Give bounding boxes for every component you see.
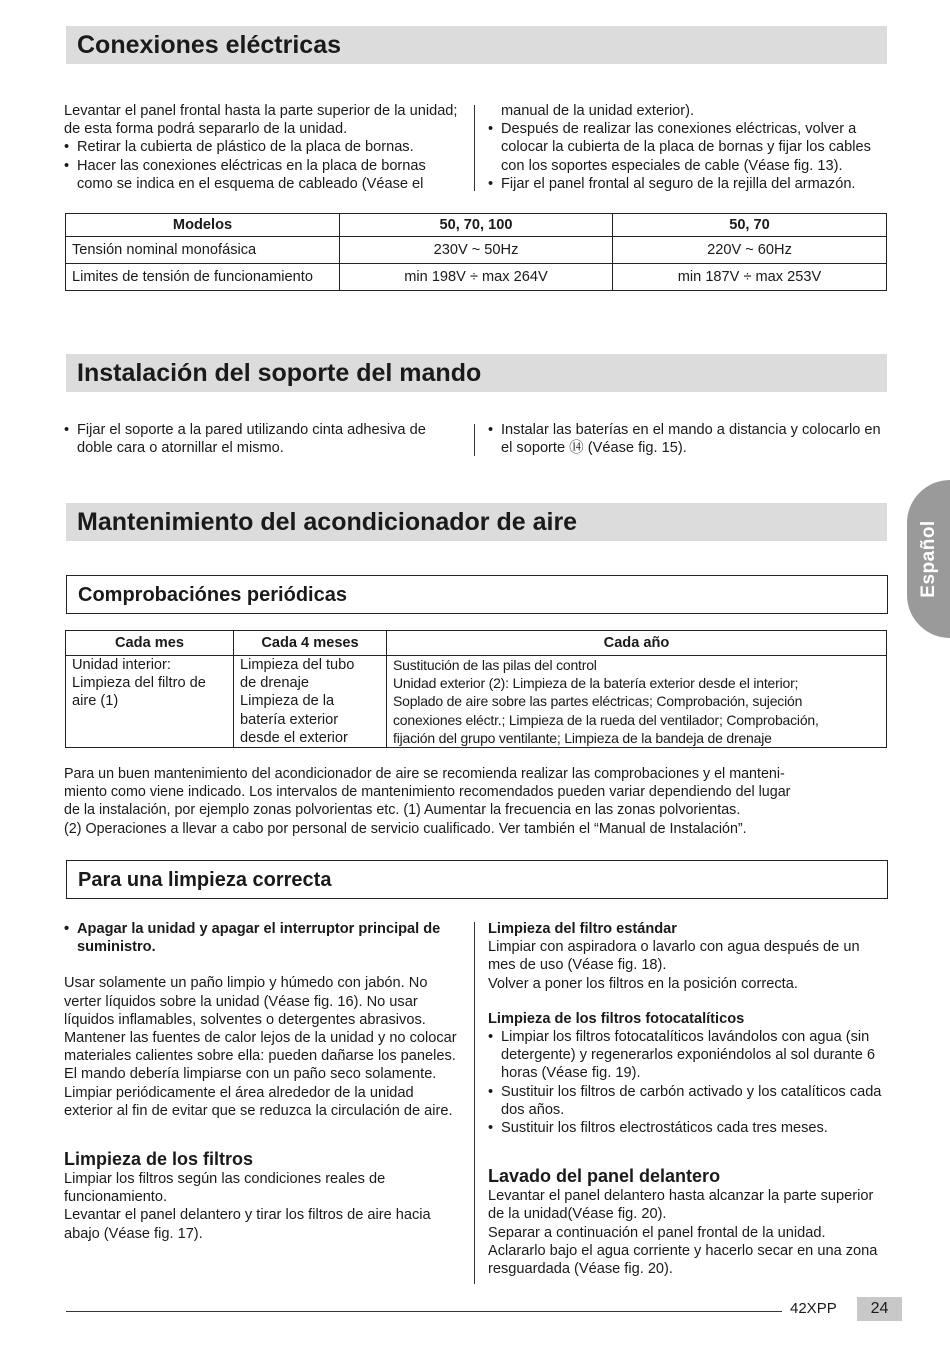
cell-line: aire (1) bbox=[72, 693, 119, 710]
note-line: (2) Operaciones a llevar a cabo por personal de servicio cualificado. Ver también el “Manual de Instalación”. bbox=[64, 820, 747, 837]
panel-para-3: Aclararlo bajo el agua corriente y hacerlo secar en una zona resguardada (Véase fig. 20). bbox=[488, 1242, 878, 1278]
table-cell bbox=[387, 656, 887, 748]
cell-line: Sustitución de las pilas del control bbox=[393, 657, 597, 673]
estandar-para-1: Limpiar con aspiradora o lavarlo con agua después de un mes de uso (Véase fig. 18). bbox=[488, 939, 860, 974]
table-row bbox=[66, 656, 887, 748]
language-tab bbox=[907, 480, 950, 638]
estandar-para-2: Volver a poner los filtros en la posición correcta. bbox=[488, 975, 798, 992]
limpieza-right-column bbox=[488, 920, 888, 1278]
table-header: Cada año bbox=[387, 631, 887, 656]
cell-line: batería exterior bbox=[240, 711, 339, 728]
soporte-bullet-1: • Fijar el soporte a la pared utilizando cinta adhesiva de doble cara o atornillar el mismo. bbox=[64, 421, 464, 457]
section-title-soporte: Instalación del soporte del mando bbox=[66, 354, 887, 392]
subsection-title-comprobaciones: Comprobaciónes periódicas bbox=[66, 575, 888, 614]
note-line: de la instalación, por ejemplo zonas polvorientas etc. (1) Aumentar la frecuencia en las zonas polvorientas. bbox=[64, 802, 741, 819]
footer-rule bbox=[66, 1311, 782, 1312]
conexiones-intro: Levantar el panel frontal hasta la parte superior de la unidad; de esta forma podrá separarlo de la unidad. bbox=[64, 103, 458, 138]
soporte-right-column bbox=[488, 421, 888, 457]
section-title-conexiones: Conexiones eléctricas bbox=[66, 26, 887, 64]
cell-line: conexiones eléctr.; Limpieza de la rueda del ventilador; Comprobación, bbox=[393, 711, 819, 728]
conexiones-bullet-3: • Después de realizar las conexiones eléctricas, volver a colocar la cubierta de la placa de bornas y fijar los cables con los soportes especiales de cable (Véase fig. 13). bbox=[488, 120, 888, 175]
models-table bbox=[65, 213, 887, 291]
foto-bullet: • Sustituir los filtros de carbón activado y los catalíticos cada dos años. bbox=[488, 1083, 888, 1119]
table-header-row bbox=[66, 631, 887, 656]
note-line: Para un buen mantenimiento del acondicionador de aire se recomienda realizar las comprobaciones y el manteni- bbox=[64, 766, 785, 782]
table-header: Modelos bbox=[66, 214, 340, 237]
conexiones-bullet-1: • Retirar la cubierta de plástico de la placa de bornas. bbox=[64, 138, 464, 156]
section-title-mantenimiento: Mantenimiento del acondicionador de aire bbox=[66, 503, 887, 541]
conexiones-bullet-4: • Fijar el panel frontal al seguro de la rejilla del armazón. bbox=[488, 175, 888, 193]
cell-line: desde el exterior bbox=[240, 729, 348, 746]
table-cell bbox=[66, 656, 234, 748]
conexiones-continuation: manual de la unidad exterior). bbox=[501, 103, 695, 119]
table-cell bbox=[234, 656, 387, 748]
column-divider bbox=[474, 424, 475, 456]
foto-bullet: • Sustituir los filtros electrostáticos cada tres meses. bbox=[488, 1119, 888, 1137]
table-header: 50, 70, 100 bbox=[340, 214, 613, 237]
filtros-heading: Limpieza de los filtros bbox=[64, 1149, 254, 1170]
foto-heading: Limpieza de los filtros fotocatalíticos bbox=[488, 1010, 745, 1027]
limpieza-left-column bbox=[64, 920, 464, 1243]
panel-para-2: Separar a continuación el panel frontal de la unidad. bbox=[488, 1224, 826, 1241]
soporte-bullet-2: • Instalar las baterías en el mando a distancia y colocarlo en el soporte ⑭ (Véase fig. 15). bbox=[488, 421, 888, 457]
note-line: miento como viene indicado. Los intervalos de mantenimiento recomendados pueden variar dependiendo del lugar bbox=[64, 784, 791, 801]
conexiones-bullet-2: • Hacer las conexiones eléctricas en la placa de bornas como se indica en el esquema de cableado (Véase el bbox=[64, 157, 464, 193]
maintenance-note bbox=[64, 765, 890, 838]
footer-model: 42XPP bbox=[790, 1300, 837, 1317]
cell-line: Limpieza del filtro de bbox=[72, 675, 206, 692]
cell-line: Unidad exterior (2): Limpieza de la batería exterior desde el interior; bbox=[393, 675, 799, 692]
cell-line: Unidad interior: bbox=[72, 657, 171, 673]
limpieza-warning: • Apagar la unidad y apagar el interruptor principal de suministro. bbox=[64, 920, 464, 956]
panel-heading: Lavado del panel delantero bbox=[488, 1166, 721, 1187]
conexiones-left-column bbox=[64, 102, 464, 193]
table-cell: Tensión nominal monofásica bbox=[66, 237, 340, 264]
subsection-title-limpieza: Para una limpieza correcta bbox=[66, 860, 888, 899]
panel-para-1: Levantar el panel delantero hasta alcanzar la parte superior de la unidad(Véase fig. 20). bbox=[488, 1188, 874, 1223]
column-divider bbox=[474, 922, 475, 1284]
cell-line: Soplado de aire sobre las partes eléctricas; Comprobación, sujeción bbox=[393, 693, 803, 710]
conexiones-right-column bbox=[488, 102, 888, 193]
table-cell: 230V ~ 50Hz bbox=[340, 237, 613, 264]
column-divider bbox=[474, 105, 475, 191]
cell-line: Limpieza del tubo bbox=[240, 657, 355, 673]
table-header: Cada 4 meses bbox=[234, 631, 387, 656]
page-number: 24 bbox=[857, 1297, 902, 1321]
estandar-heading: Limpieza del filtro estándar bbox=[488, 921, 677, 937]
cell-line: de drenaje bbox=[240, 675, 309, 692]
table-row bbox=[66, 264, 887, 291]
foto-bullet: • Limpiar los filtros fotocatalíticos lavándolos con agua (sin detergente) y regenerarlos exponiéndolos al sol durante 6 horas (Véase fig. 19). bbox=[488, 1028, 888, 1083]
cell-line: Limpieza de la bbox=[240, 693, 335, 710]
limpieza-para-1: Usar solamente un paño limpio y húmedo con jabón. No verter líquidos sobre la unidad (Véase fig. 16). No usar líquidos inflamables, solventes o detergentes abrasivos. bbox=[64, 975, 428, 1028]
table-header-row bbox=[66, 214, 887, 237]
cell-line: fijación del grupo ventilante; Limpieza de la bandeja de drenaje bbox=[393, 729, 772, 746]
soporte-left-column bbox=[64, 421, 464, 457]
table-cell: Limites de tensión de funcionamiento bbox=[66, 264, 340, 291]
maintenance-table bbox=[65, 630, 887, 748]
table-header: Cada mes bbox=[66, 631, 234, 656]
language-tab-label: Español bbox=[917, 520, 939, 598]
table-cell: 220V ~ 60Hz bbox=[613, 237, 887, 264]
table-cell: min 187V ÷ max 253V bbox=[613, 264, 887, 291]
table-cell: min 198V ÷ max 264V bbox=[340, 264, 613, 291]
table-row bbox=[66, 237, 887, 264]
table-header: 50, 70 bbox=[613, 214, 887, 237]
filtros-para-1: Limpiar los filtros según las condiciones reales de funcionamiento. bbox=[64, 1171, 386, 1206]
filtros-para-2: Levantar el panel delantero y tirar los filtros de aire hacia abajo (Véase fig. 17). bbox=[64, 1207, 431, 1242]
limpieza-para-2: Mantener las fuentes de calor lejos de la unidad y no colocar materiales calientes sobre ella: pueden dañarse los paneles. El mando debería limpiarse con un paño seco solamente. Limpiar periódicamente el área alrededor de la unidad exterior al fin de evitar que se reduzca la circulación de aire. bbox=[64, 1030, 457, 1119]
